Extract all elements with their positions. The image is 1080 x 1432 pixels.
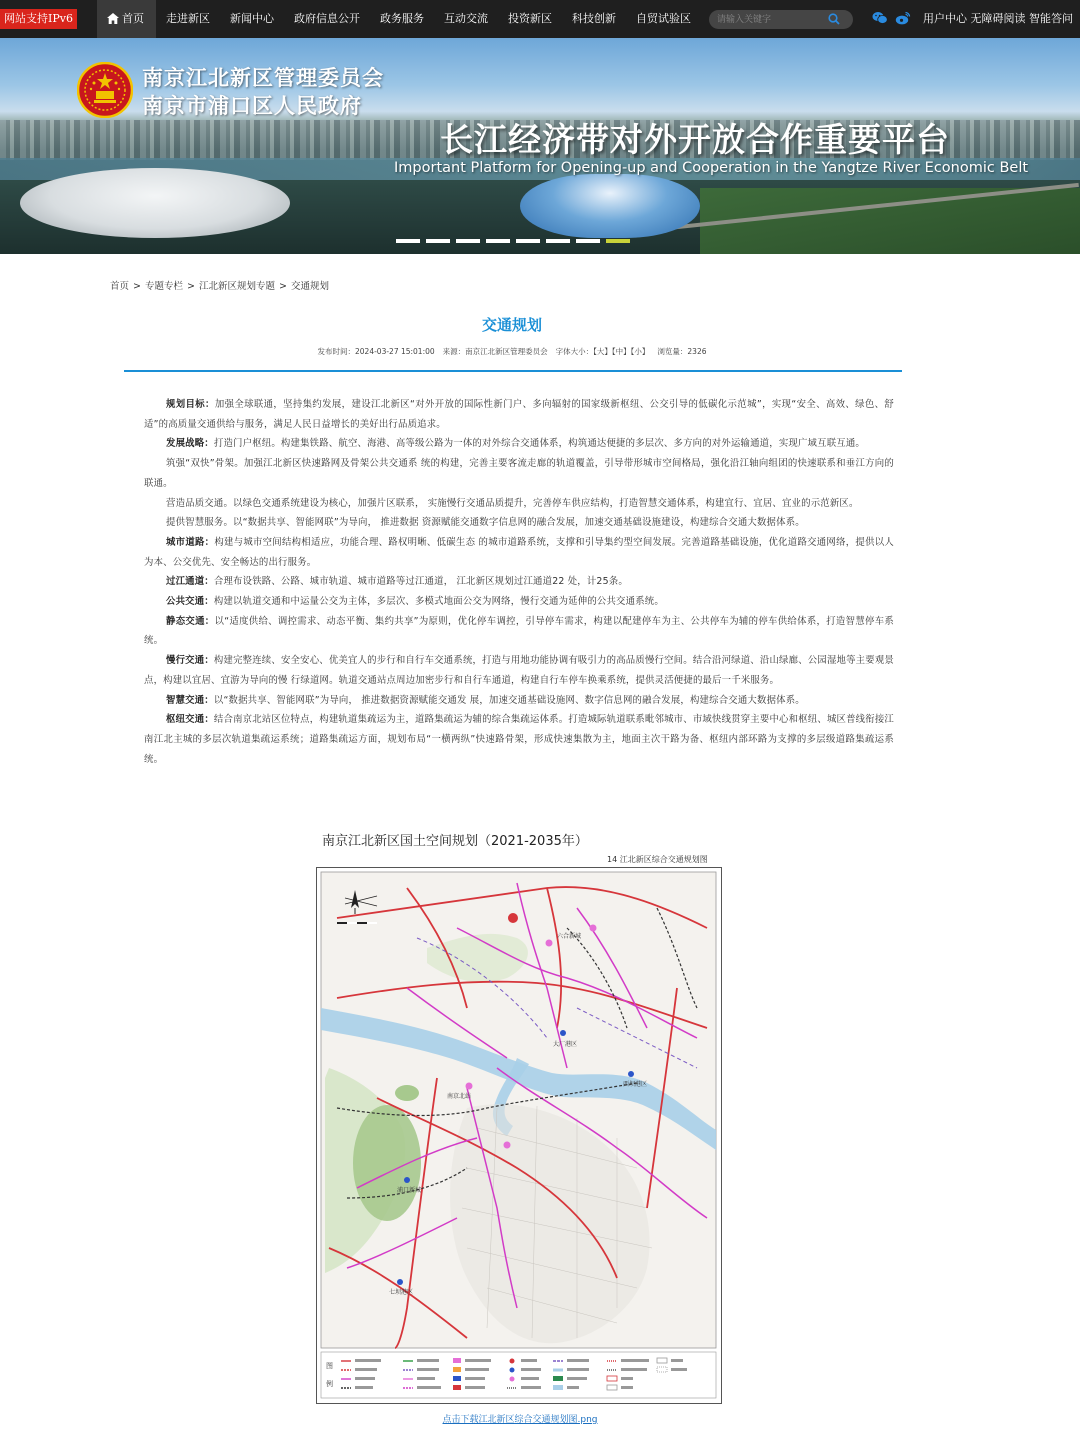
paragraph-text: 结合南京北站区位特点，构建轨道集疏运为主，道路集疏运为辅的综合集疏运体系。打造城际轨道联系毗邻城市、市域快线贯穿主要中心和枢纽、城区普线衔接江南江北主城的多层次轨道集疏运系统；道路集疏运方面，规划布局“一横两纵”快速路骨架，形成快速集散为主，地面主次干路为备、枢纽内部环路为支撑的多层级道路集疏运系统。: [144, 714, 894, 765]
breadcrumb-planning-topic[interactable]: 江北新区规划专题: [198, 281, 275, 292]
carousel-dot[interactable]: [576, 239, 600, 243]
gov-name-pukou: 南京市浦口区人民政府: [142, 93, 362, 118]
nav-item-about[interactable]: 走进新区: [166, 12, 210, 25]
map-label: 大厂港区: [553, 1041, 578, 1048]
font-size-controls[interactable]: 字体大小：【大】【中】【小】: [555, 347, 650, 356]
paragraph: [144, 434, 894, 454]
map-subtitle: 14 江北新区综合交通规划图: [607, 855, 708, 864]
top-navigation-bar: [0, 0, 1080, 38]
banner-stadium: [20, 168, 290, 238]
article-title: 交通规划: [481, 316, 542, 334]
paragraph-text: 以“数据共享、智能网联”为导向， 推进数据资源赋能交通发 展，加速交通基础设施网、数字信息网的融合发展，构建综合交通大数据体系。: [213, 694, 805, 706]
carousel-dot[interactable]: [396, 239, 420, 243]
paragraph-label: 城市道路：: [166, 536, 215, 548]
carousel-indicators: [396, 239, 630, 243]
breadcrumb: 首页 > 专题专栏 > 江北新区规划专题 > 交通规划: [110, 281, 329, 292]
publish-time: 发布时间：2024-03-27 15:01:00: [317, 347, 435, 356]
carousel-dot[interactable]: [456, 239, 480, 243]
map-label: 西坝港区: [623, 1081, 648, 1088]
banner-slogan-english: Important Platform for Opening-up and Cooperation in the Yangtze River Economic Belt: [394, 160, 1029, 176]
nav-item-interaction[interactable]: 互动交流: [444, 12, 488, 25]
paragraph: [144, 572, 894, 592]
paragraph-text: 构建与城市空间结构相适应，功能合理、路权明晰、低碳生态 的城市道路系统，支撑和引导集约型空间发展。完善道路基础设施，优化道路交通网络，提供以人为本、公交优先、安全畅达的出行服务。: [144, 536, 894, 568]
utility-links[interactable]: 用户中心 无障碍阅读 智能答问: [923, 12, 1073, 25]
nav-item-label: 首页: [122, 12, 144, 25]
paragraph-text: 提供智慧服务。以“数据共享、智能网联”为导向， 推进数据 资源赋能交通数字信息网的融合发展，加速交通基础设施建设，构建综合交通大数据体系。: [166, 517, 805, 529]
paragraph: [144, 612, 894, 651]
scale-bar: [337, 922, 377, 924]
nav-item-gov-info[interactable]: 政府信息公开: [294, 12, 360, 25]
paragraph-label: 发展战略：: [166, 438, 214, 450]
legend-label: 例: [326, 1380, 333, 1388]
paragraph-text: 构建完整连续、安全安心、优美宜人的步行和自行车交通系统，打造与用地功能协调有吸引力的高品质慢行空间。结合沿河绿道、沿山绿廊、公园湿地等主要观景点，构建以宜居、宜游为导向的慢 行绿道网。轨道交通站点周边加密步行和自行车通道，构建自行车停车换乘系统，提供灵活便捷的最后一千米服务。: [144, 655, 894, 686]
breadcrumb-current[interactable]: 交通规划: [290, 281, 329, 292]
transport-plan-map[interactable]: [316, 867, 722, 1404]
paragraph-label: 枢纽交通：: [166, 714, 214, 726]
nav-item-news[interactable]: 新闻中心: [230, 12, 274, 25]
paragraph-text: 构建以轨道交通和中运量公交为主体，多层次、多模式地面公交为网络，慢行交通为延伸的公共交通系统。: [213, 596, 664, 608]
paragraph: [144, 454, 894, 493]
paragraph-text: 以“适度供给、调控需求、动态平衡、集约共享”为原则，优化停车调控，引导停车需求，构建以配建停车为主、公共停车为辅的停车供给体系，打造智慧停车系统。: [144, 615, 894, 647]
map-label: 南京北站: [447, 1093, 472, 1100]
gov-name-jiangbei: 南京江北新区管理委员会: [142, 65, 384, 90]
breadcrumb-special[interactable]: 专题专栏: [144, 281, 183, 292]
nav-item-services[interactable]: 政务服务: [380, 12, 424, 25]
paragraph: [144, 710, 894, 769]
article-body: [144, 395, 894, 769]
paragraph: [144, 533, 894, 572]
wechat-icon[interactable]: [872, 11, 888, 25]
paragraph: [144, 513, 894, 533]
map-label: 浦口新城: [397, 1187, 422, 1194]
paragraph-text: 合理布设铁路、公路、城市轨道、城市道路等过江通道， 江北新区规划过江通道22 处，计25条。: [213, 576, 628, 588]
paragraph-label: 公共交通：: [166, 596, 214, 608]
legend-label: 图: [326, 1362, 333, 1370]
main-nav: [97, 0, 701, 38]
paragraph-label: 慢行交通：: [166, 655, 214, 667]
download-map-link[interactable]: 点击下载江北新区综合交通规划图.png: [442, 1415, 598, 1425]
view-count: 浏览量：2326: [657, 347, 707, 356]
map-label: 七坝港区: [389, 1289, 414, 1296]
paragraph-label: 规划目标：: [166, 399, 215, 410]
map-graphic: [317, 868, 720, 1402]
banner-greenland: [700, 188, 1080, 254]
ipv6-badge[interactable]: 网站支持IPv6: [0, 9, 77, 29]
paragraph-text: 营造品质交通。以绿色交通系统建设为核心，加强片区联系， 实施慢行交通品质提升，完善停车供应结构，打造智慧交通体系，构建宜行、宜居、宜业的示范新区。: [166, 497, 859, 509]
paragraph-label: 静态交通：: [166, 615, 215, 627]
banner-arena: [520, 174, 700, 238]
home-icon: [107, 13, 119, 24]
paragraph-text: 打造门户枢纽。构建集铁路、航空、海港、高等级公路为一体的对外综合交通体系，构筑通达便捷的多层次、多方向的对外运输通道，实现广域互联互通。: [213, 438, 865, 450]
search-input[interactable]: [717, 12, 827, 27]
paragraph-text: 加强全球联通，坚持集约发展，建设江北新区“对外开放的国际性新门户、多向辐射的国家级新枢纽、公交引导的低碳化示范城”，实现“安全、高效、绿色、舒适”的高质量交通供给与服务，满足人民日益增长的美好出行品质追求。: [144, 399, 894, 430]
nav-item-investment[interactable]: 投资新区: [508, 12, 552, 25]
map-title: 南京江北新区国土空间规划（2021-2035年）: [322, 834, 588, 849]
paragraph: [144, 592, 894, 612]
search-box: [709, 10, 853, 29]
paragraph-text: 筑强“双快”骨架。加强江北新区快速路网及骨架公共交通系 统的构建，完善主要客流走廊的轨道覆盖，引导带形城市空间格局，强化沿江轴向组团的快速联系和垂江方向的联通。: [144, 458, 894, 489]
hero-banner: [0, 38, 1080, 254]
breadcrumb-home[interactable]: 首页: [110, 281, 130, 292]
paragraph-label: 过江通道：: [166, 576, 214, 588]
nav-item-free-trade[interactable]: 自贸试验区: [636, 12, 691, 25]
carousel-dot[interactable]: [486, 239, 510, 243]
map-label: 六合新城: [557, 933, 582, 940]
paragraph: [144, 395, 894, 434]
title-divider: [124, 370, 902, 372]
carousel-dot-active[interactable]: [606, 239, 630, 243]
carousel-dot[interactable]: [546, 239, 570, 243]
paragraph: [144, 494, 894, 514]
article-source: 来源：南京江北新区管理委员会: [442, 347, 548, 356]
national-emblem-icon: [77, 62, 133, 118]
banner-slogan: 长江经济带对外开放合作重要平台: [440, 120, 950, 159]
nav-item-home[interactable]: [97, 0, 156, 38]
article-meta: [0, 346, 1024, 357]
carousel-dot[interactable]: [516, 239, 540, 243]
nav-item-innovation[interactable]: 科技创新: [572, 12, 616, 25]
paragraph-label: 智慧交通：: [166, 694, 214, 706]
paragraph: [144, 691, 894, 711]
search-icon[interactable]: [828, 13, 840, 25]
carousel-dot[interactable]: [426, 239, 450, 243]
weibo-icon[interactable]: [895, 11, 911, 25]
paragraph: [144, 651, 894, 690]
